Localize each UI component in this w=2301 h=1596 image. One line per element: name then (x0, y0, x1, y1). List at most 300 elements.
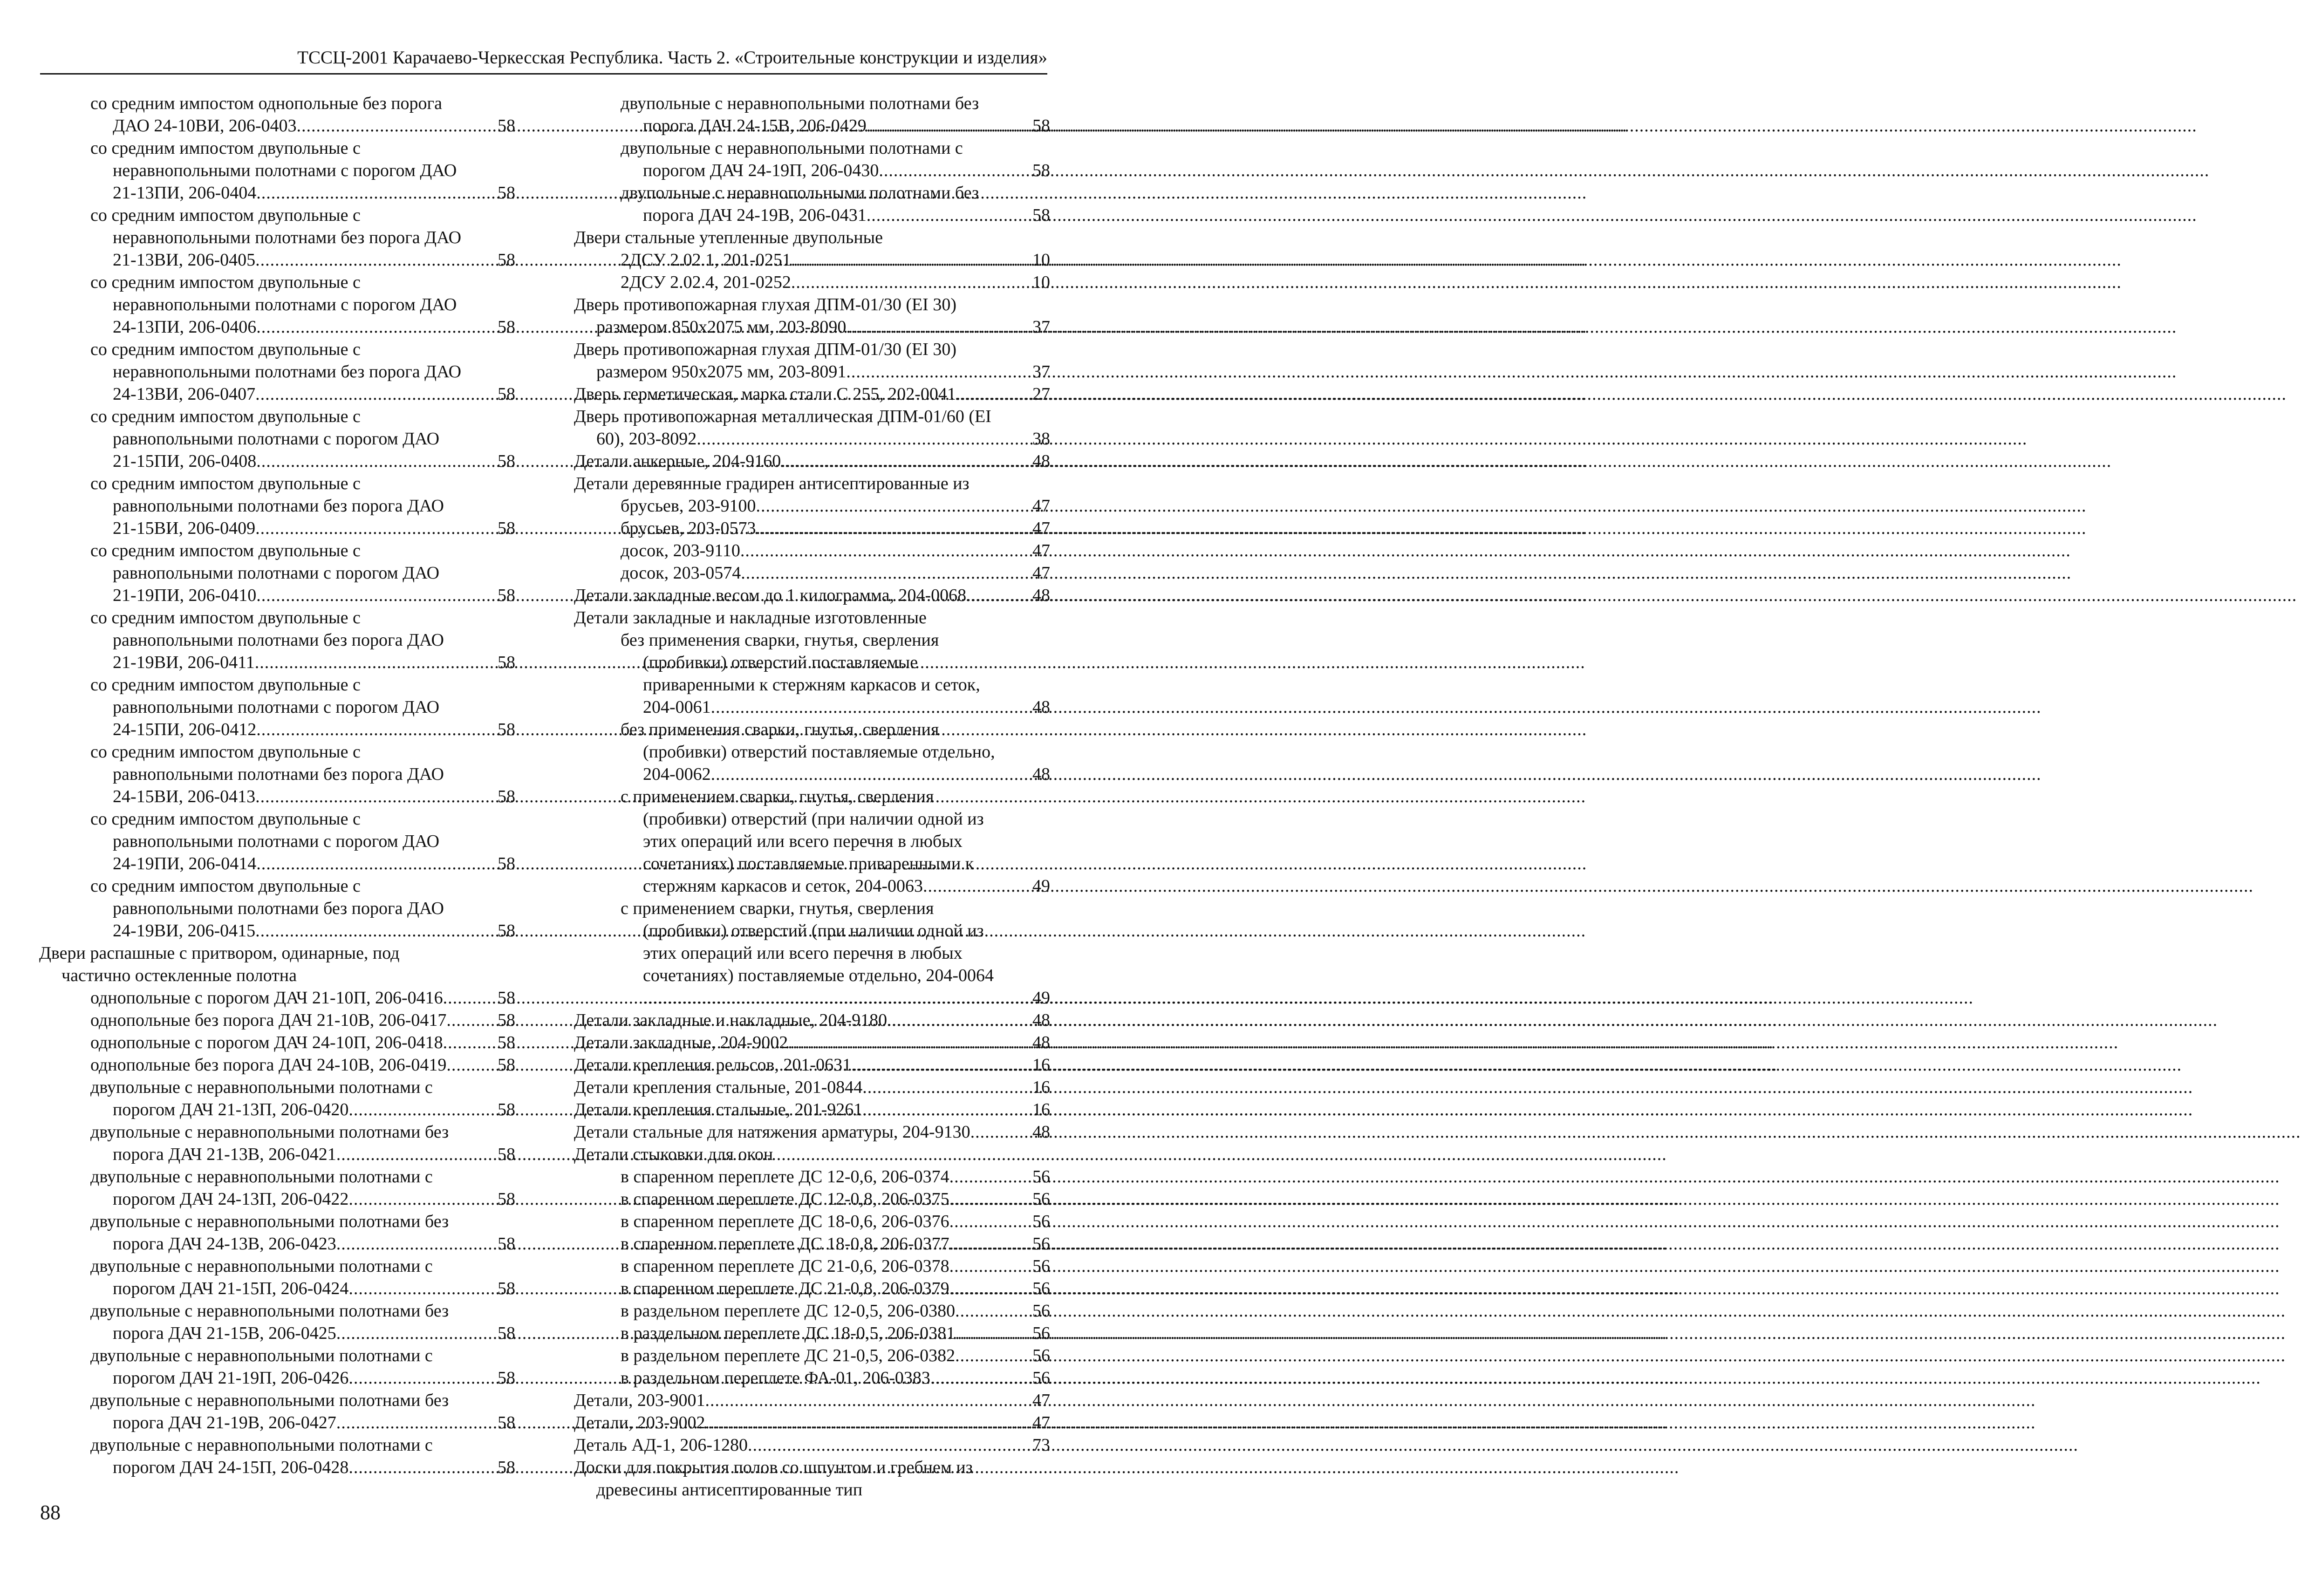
index-entry-page: 48 (1032, 586, 1050, 605)
index-entry-page: 58 (498, 1145, 515, 1164)
index-entry-line (39, 383, 515, 405)
index-entry-page: 47 (1032, 518, 1050, 538)
index-entry-text: Деталь АД-1, 206-1280 (574, 1435, 748, 1455)
index-entry-text: Детали крепления стальные, 201-0844 (574, 1078, 863, 1097)
index-entry-line (39, 517, 515, 539)
index-entry-text: Детали закладные, 204-9002 (574, 1033, 788, 1052)
index-entry-text: двупольные с неравнопольными полотнами без (621, 94, 979, 113)
index-entry-text: размером 850х2075 мм, 203-8090 (596, 317, 847, 337)
index-entry-page: 37 (1032, 362, 1050, 382)
index-entry-line (39, 1210, 515, 1233)
index-entry-text: (пробивки) отверстий поставляемые (643, 653, 918, 672)
index-entry-text: брусьев, 203-0573 (621, 518, 756, 538)
dot-leader (711, 763, 1031, 785)
dot-leader (446, 1054, 497, 1076)
dot-leader (867, 115, 1031, 137)
index-entry-line (574, 1322, 1050, 1344)
index-entry-line (39, 853, 515, 875)
dot-leader (788, 1031, 1031, 1054)
index-entry-text: порога ДАЧ 21-15В, 206-0425 (113, 1323, 336, 1343)
index-entry-page: 58 (498, 1368, 515, 1388)
index-entry-text: частично остекленные полотна (61, 966, 297, 985)
index-entry-line (574, 361, 1050, 383)
index-entry-line (39, 1233, 515, 1255)
dot-leader (696, 428, 1031, 450)
index-entry-text: со средним импостом двупольные с (90, 407, 361, 426)
index-entry-text: 24-15ВИ, 206-0413 (113, 787, 256, 806)
index-entry-page: 10 (1032, 273, 1050, 292)
dot-leader (643, 987, 1031, 1009)
index-entry-page: 58 (498, 854, 515, 873)
dot-leader (966, 584, 1031, 607)
index-entry-text: в спаренном переплете ДС 21-0,8, 206-0379 (621, 1279, 949, 1298)
index-entry-text: приваренными к стержням каркасов и сеток, (643, 675, 980, 695)
index-entry-text: порога ДАЧ 21-13В, 206-0421 (113, 1145, 336, 1164)
index-entry-page: 58 (498, 317, 515, 337)
index-entry-line (39, 1031, 515, 1054)
dot-leader (923, 875, 1031, 897)
index-entry-line (574, 405, 1050, 428)
index-entry-text: со средним импостом двупольные с (90, 138, 361, 158)
index-entry-text: в раздельном переплете ДС 21-0,5, 206-0382 (621, 1346, 956, 1365)
index-entry-page: 56 (1032, 1256, 1050, 1276)
index-entry-text: в раздельном переплете ФА-01, 206-0383 (621, 1368, 930, 1388)
index-entry-line (39, 1076, 515, 1098)
index-entry-line (39, 607, 515, 629)
index-entry-text: порогом ДАЧ 24-13П, 206-0422 (113, 1189, 349, 1209)
index-entry-line (39, 293, 515, 316)
index-entry-line (574, 92, 1050, 115)
index-entry-text: 21-15ВИ, 206-0409 (113, 518, 256, 538)
index-entry-text: со средним импостом двупольные с (90, 340, 361, 359)
index-entry-text: двупольные с неравнопольными полотнами с (621, 138, 963, 158)
index-entry-text: Детали стальные для натяжения арматуры, 204-9130 (574, 1122, 970, 1142)
index-entry-text: 21-13ПИ, 206-0404 (113, 183, 257, 203)
dot-leader (949, 1277, 1031, 1300)
dot-leader (851, 1054, 1031, 1076)
index-entry-line (574, 1456, 1050, 1479)
index-entry-text: со средним импостом однопольные без порога (90, 94, 443, 113)
index-entry-page: 58 (498, 720, 515, 739)
index-entry-line (574, 1076, 1050, 1098)
index-entry-text: неравнопольными полотнами без порога ДАО (113, 228, 462, 247)
index-entry-text: (пробивки) отверстий (при наличии одной из (643, 921, 984, 941)
index-entry-line (39, 1456, 515, 1479)
index-entry-text: двупольные с неравнопольными полотнами с (90, 1256, 433, 1276)
index-entry-text: порога ДАЧ 24-19В, 206-0431 (643, 205, 867, 225)
dot-leader (949, 1233, 1031, 1255)
dot-leader (740, 539, 1031, 562)
dot-leader (791, 271, 1031, 293)
index-entry-line (574, 674, 1050, 696)
index-entry-line (574, 159, 1050, 182)
index-entry-line (39, 115, 515, 137)
index-entry-line (39, 942, 515, 964)
index-entry-line (39, 271, 515, 293)
dot-leader (949, 1255, 1031, 1277)
index-entry-text: порогом ДАЧ 21-15П, 206-0424 (113, 1279, 349, 1298)
index-entry-text: Детали, 203-9002 (574, 1413, 705, 1432)
index-entry-text: в раздельном переплете ДС 12-0,5, 206-0380 (621, 1301, 956, 1321)
index-entry-text: двупольные с неравнопольными полотнами с (90, 1435, 433, 1455)
index-entry-text: 21-19ПИ, 206-0410 (113, 586, 257, 605)
index-entry-text: Двери распашные с притвором, одинарные, под (39, 943, 400, 963)
index-entry-line (574, 897, 1050, 920)
index-entry-text: со средним импостом двупольные с (90, 541, 361, 560)
dot-leader (862, 1098, 1031, 1121)
index-entry-page: 37 (1032, 317, 1050, 337)
index-entry-line (574, 1367, 1050, 1389)
index-entry-line (39, 361, 515, 383)
index-entry-line (39, 316, 515, 338)
index-entry-page: 56 (1032, 1212, 1050, 1231)
dot-leader (443, 987, 497, 1009)
dot-leader (955, 1344, 1031, 1367)
index-entry-text: со средним импостом двупольные с (90, 205, 361, 225)
index-entry-line (574, 1434, 1050, 1456)
index-entry-text: в спаренном переплете ДС 18-0,8, 206-0377 (621, 1234, 949, 1254)
index-entry-page: 58 (498, 988, 515, 1008)
index-entry-line (39, 249, 515, 271)
index-entry-line (574, 1121, 1050, 1143)
dot-leader (955, 1300, 1031, 1322)
index-entry-line (39, 1322, 515, 1344)
index-entry-text: в спаренном переплете ДС 18-0,6, 206-0376 (621, 1212, 949, 1231)
index-entry-text: со средним импостом двупольные с (90, 809, 361, 829)
dot-leader (956, 383, 1031, 405)
index-entry-line (39, 338, 515, 361)
index-entry-page: 47 (1032, 541, 1050, 560)
index-entry-text: двупольные с неравнопольными полотнами с (90, 1167, 433, 1187)
dot-leader (887, 1009, 1031, 1031)
index-entry-page: 16 (1032, 1078, 1050, 1097)
index-entry-page: 56 (1032, 1189, 1050, 1209)
index-entry-text: этих операций или всего перечня в любых (643, 943, 963, 963)
index-entry-text: со средним импостом двупольные с (90, 876, 361, 896)
index-entry-line (574, 293, 1050, 316)
index-entry-line (574, 1009, 1050, 1031)
index-entry-text: сочетаниях) поставляемые приваренными к (643, 854, 974, 873)
index-entry-page: 56 (1032, 1323, 1050, 1343)
index-entry-line (574, 428, 1050, 450)
dot-leader (256, 584, 497, 607)
index-entry-page: 56 (1032, 1301, 1050, 1321)
index-entry-text: двупольные с неравнопольными полотнами без (90, 1391, 449, 1410)
index-entry-line (39, 182, 515, 204)
index-entry-page: 56 (1032, 1167, 1050, 1187)
index-entry-text: равнопольными полотнами без порога ДАО (113, 630, 444, 650)
index-entry-text: неравнопольными полотнами без порога ДАО (113, 362, 462, 382)
index-entry-text: двупольные с неравнопольными полотнами без (90, 1212, 449, 1231)
index-entry-text: равнопольными полотнами с порогом ДАО (113, 832, 440, 851)
index-entry-line (574, 853, 1050, 875)
index-entry-page: 58 (498, 250, 515, 270)
index-entry-page: 48 (1032, 1033, 1050, 1052)
index-entry-text: равнопольными полотнами без порога ДАО (113, 899, 444, 918)
dot-leader (756, 495, 1032, 517)
index-entry-line (574, 607, 1050, 629)
index-column-right (574, 92, 1050, 1501)
index-entry-text: однопольные с порогом ДАЧ 21-10П, 206-0416 (90, 988, 443, 1008)
index-entry-line (574, 1300, 1050, 1322)
dot-leader (256, 718, 497, 741)
dot-leader (741, 562, 1031, 584)
index-entry-line (574, 338, 1050, 361)
index-entry-line (39, 1367, 515, 1389)
dot-leader (336, 1143, 497, 1166)
dot-leader (949, 1166, 1031, 1188)
index-entry-page: 58 (498, 183, 515, 203)
index-entry-page: 58 (498, 116, 515, 136)
index-entry-line (39, 137, 515, 159)
index-entry-line (39, 539, 515, 562)
index-entry-page: 58 (498, 1010, 515, 1030)
index-entry-line (574, 1344, 1050, 1367)
index-entry-page: 16 (1032, 1100, 1050, 1119)
index-entry-text: порогом ДАЧ 21-13П, 206-0420 (113, 1100, 349, 1119)
index-entry-line (574, 718, 1050, 741)
index-entry-line (39, 763, 515, 785)
index-entry-text: 24-19ВИ, 206-0415 (113, 921, 256, 941)
index-entry-text: 2ДСУ 2.02.1, 201-0251 (621, 250, 791, 270)
index-entry-page: 58 (498, 787, 515, 806)
index-entry-page: 48 (1032, 1010, 1050, 1030)
index-entry-page: 56 (1032, 1346, 1050, 1365)
index-entry-text: Дверь противопожарная глухая ДПМ-01/30 (EI 30) (574, 295, 956, 314)
dot-leader (336, 1322, 497, 1344)
index-entry-page: 47 (1032, 496, 1050, 516)
index-entry-text: ДАО 24-10ВИ, 206-0403 (113, 116, 297, 136)
index-entry-text: с применением сварки, гнутья, сверления (621, 899, 934, 918)
index-entry-page: 58 (498, 653, 515, 672)
dot-leader (846, 316, 1031, 338)
index-entry-line (574, 1054, 1050, 1076)
dot-leader (756, 517, 1032, 539)
index-entry-line (39, 1166, 515, 1188)
index-entry-line (39, 1412, 515, 1434)
index-entry-line (39, 450, 515, 472)
dot-leader (255, 785, 497, 808)
index-entry-page: 48 (1032, 697, 1050, 717)
dot-leader (348, 1098, 497, 1121)
index-entry-line (574, 629, 1050, 651)
dot-leader (348, 1277, 497, 1300)
index-entry-text: стержням каркасов и сеток, 204-0063 (643, 876, 923, 896)
index-entry-page: 47 (1032, 563, 1050, 583)
index-entry-line (574, 875, 1050, 897)
index-entry-line (39, 1054, 515, 1076)
index-entry-text: двупольные с неравнопольными полотнами без (90, 1301, 449, 1321)
index-entry-page: 58 (498, 921, 515, 941)
index-entry-page: 47 (1032, 1413, 1050, 1432)
index-entry-line (39, 830, 515, 853)
index-entry-line (574, 115, 1050, 137)
index-entry-line (39, 1434, 515, 1456)
index-entry-line (39, 1277, 515, 1300)
dot-leader (256, 450, 497, 472)
index-entry-line (39, 1389, 515, 1412)
dot-leader (446, 1009, 497, 1031)
index-entry-text: однопольные без порога ДАЧ 21-10В, 206-0417 (90, 1010, 447, 1030)
index-entry-line (574, 1389, 1050, 1412)
index-entry-text: 24-19ПИ, 206-0414 (113, 854, 257, 873)
dot-leader (297, 115, 497, 137)
index-entry-text: без применения сварки, гнутья, сверления (621, 630, 939, 650)
index-entry-line (39, 696, 515, 718)
dot-leader (862, 1076, 1031, 1098)
index-entry-line (574, 964, 1050, 987)
index-entry-text: в спаренном переплете ДС 21-0,6, 206-0378 (621, 1256, 949, 1276)
index-entry-line (574, 696, 1050, 718)
index-entry-line (39, 584, 515, 607)
dot-leader (336, 1412, 497, 1434)
index-entry-text: Детали, 203-9001 (574, 1391, 705, 1410)
index-entry-text: размером 950х2075 мм, 203-8091 (596, 362, 847, 382)
index-entry-text: со средним импостом двупольные с (90, 273, 361, 292)
index-entry-text: Детали стыковки для окон (574, 1145, 773, 1164)
index-entry-text: порогом ДАЧ 21-19П, 206-0426 (113, 1368, 349, 1388)
index-entry-line (574, 204, 1050, 226)
index-entry-text: в спаренном переплете ДС 12-0,8, 206-0375 (621, 1189, 949, 1209)
index-entry-text: Дверь противопожарная глухая ДПМ-01/30 (EI 30) (574, 340, 956, 359)
index-entry-line (574, 472, 1050, 495)
index-entry-line (39, 1255, 515, 1277)
page-header: ТССЦ-2001 Карачаево-Черкесская Республика. Часть 2. «Строительные конструкции и изделия» (297, 48, 1047, 68)
index-entry-line (574, 584, 1050, 607)
index-entry-line (574, 1031, 1050, 1054)
index-entry-line (574, 450, 1050, 472)
index-entry-page: 49 (1032, 988, 1050, 1008)
index-entry-text: 21-13ВИ, 206-0405 (113, 250, 256, 270)
index-entry-text: 24-13ВИ, 206-0407 (113, 384, 256, 404)
index-entry-text: Детали крепления рельсов, 201-0631 (574, 1055, 852, 1075)
index-entry-line (574, 741, 1050, 763)
index-entry-line (39, 718, 515, 741)
index-entry-line (39, 1300, 515, 1322)
index-entry-page: 58 (498, 451, 515, 471)
index-entry-page: 58 (498, 1100, 515, 1119)
index-entry-page: 58 (498, 518, 515, 538)
index-entry-text: (пробивки) отверстий (при наличии одной из (643, 809, 984, 829)
index-entry-text: 24-13ПИ, 206-0406 (113, 317, 257, 337)
index-entry-page: 58 (498, 1189, 515, 1209)
index-entry-text: 21-19ВИ, 206-0411 (113, 653, 255, 672)
index-entry-line (574, 1479, 1050, 1501)
index-entry-line (39, 1121, 515, 1143)
index-entry-page: 10 (1032, 250, 1050, 270)
index-entry-line (574, 1143, 1050, 1166)
index-entry-text: однопольные без порога ДАЧ 24-10В, 206-0419 (90, 1055, 447, 1075)
index-entry-line (39, 562, 515, 584)
index-entry-line (39, 204, 515, 226)
dot-leader (255, 920, 497, 942)
dot-leader (949, 1210, 1031, 1233)
index-entry-line (39, 785, 515, 808)
index-entry-line (574, 1210, 1050, 1233)
index-entry-text: с применением сварки, гнутья, сверления (621, 787, 934, 806)
index-entry-text: (пробивки) отверстий поставляемые отдельно, (643, 742, 995, 762)
dot-leader (256, 316, 497, 338)
index-entry-page: 58 (498, 1033, 515, 1052)
index-entry-text: Дверь герметическая, марка стали С 255, 202-0041 (574, 384, 956, 404)
index-entry-line (39, 92, 515, 115)
index-entry-text: равнопольными полотнами без порога ДАО (113, 496, 444, 516)
index-entry-text: Детали закладные и накладные изготовленные (574, 608, 927, 627)
dot-leader (705, 1412, 1031, 1434)
index-entry-page: 58 (1032, 205, 1050, 225)
index-entry-page: 58 (498, 1234, 515, 1254)
index-entry-text: порогом ДАЧ 24-19П, 206-0430 (643, 161, 879, 180)
dot-leader (791, 249, 1031, 271)
index-entry-text: Детали деревянные градирен антисептированные из (574, 474, 970, 493)
index-entry-text: однопольные с порогом ДАЧ 24-10П, 206-0418 (90, 1033, 443, 1052)
dot-leader (443, 1031, 497, 1054)
index-entry-line (574, 1098, 1050, 1121)
index-entry-page: 49 (1032, 876, 1050, 896)
index-entry-line (574, 785, 1050, 808)
dot-leader (879, 159, 1031, 182)
dot-leader (781, 450, 1031, 472)
index-entry-text: Детали закладные и накладные, 204-9180 (574, 1010, 888, 1030)
index-entry-line (574, 182, 1050, 204)
index-entry-text: 204-0062 (643, 764, 711, 784)
index-entry-page: 38 (1032, 429, 1050, 449)
index-entry-text: сочетаниях) поставляемые отдельно, 204-0064 (643, 966, 994, 985)
index-entry-line (574, 271, 1050, 293)
dot-leader (846, 361, 1031, 383)
index-entry-page: 58 (1032, 116, 1050, 136)
index-entry-text: равнопольными полотнами с порогом ДАО (113, 697, 440, 717)
index-entry-text: неравнопольными полотнами с порогом ДАО (113, 295, 457, 314)
index-entry-text: Двери стальные утепленные двупольные (574, 228, 883, 247)
index-entry-line (574, 1188, 1050, 1210)
index-entry-text: равнопольными полотнами с порогом ДАО (113, 563, 440, 583)
index-entry-page: 56 (1032, 1234, 1050, 1254)
index-entry-page: 16 (1032, 1055, 1050, 1075)
dot-leader (949, 1188, 1031, 1210)
index-entry-text: двупольные с неравнопольными полотнами без (90, 1122, 449, 1142)
dot-leader (705, 1389, 1031, 1412)
index-entry-line (39, 428, 515, 450)
index-entry-line (574, 137, 1050, 159)
index-entry-page: 73 (1032, 1435, 1050, 1455)
index-entry-page: 58 (498, 1279, 515, 1298)
dot-leader (256, 182, 497, 204)
index-entry-text: в спаренном переплете ДС 12-0,6, 206-0374 (621, 1167, 949, 1187)
index-entry-line (574, 920, 1050, 942)
index-entry-text: 21-15ПИ, 206-0408 (113, 451, 257, 471)
index-entry-line (574, 249, 1050, 271)
index-entry-page: 27 (1032, 384, 1050, 404)
index-entry-text: порога ДАЧ 21-19В, 206-0427 (113, 1413, 336, 1432)
index-entry-text: двупольные с неравнопольными полотнами без (621, 183, 979, 203)
index-entry-line (574, 987, 1050, 1009)
index-entry-line (39, 1098, 515, 1121)
index-entry-line (574, 1166, 1050, 1188)
index-entry-text: равнопольными полотнами с порогом ДАО (113, 429, 440, 449)
dot-leader (348, 1367, 497, 1389)
index-entry-text: Детали анкерные, 204-9160 (574, 451, 781, 471)
index-entry-line (574, 383, 1050, 405)
dot-leader (255, 651, 497, 674)
index-entry-text: Доски для покрытия полов со шпунтом и гребнем из (574, 1458, 973, 1477)
dot-leader (336, 1233, 497, 1255)
index-entry-line (574, 1412, 1050, 1434)
index-entry-text: Детали крепления стальные, 201-9261 (574, 1100, 863, 1119)
index-column-left (39, 92, 515, 1479)
index-entry-text: со средним импостом двупольные с (90, 675, 361, 695)
index-entry-page: 48 (1032, 1122, 1050, 1142)
